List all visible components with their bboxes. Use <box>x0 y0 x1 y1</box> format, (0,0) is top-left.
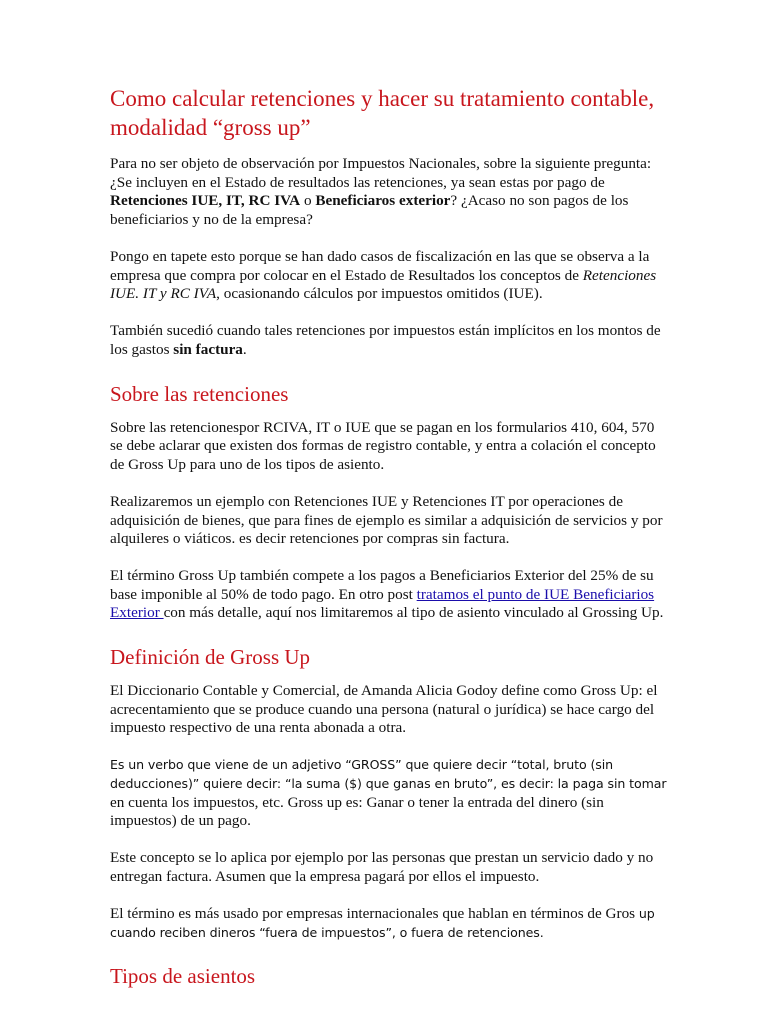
retenciones-paragraph-2: Realizaremos un ejemplo con Retenciones IUE y Retenciones IT por operaciones de adquisición de bienes, que para fines de ejemplo es similar a adquisición de servicios y por alquileres o viáticos. es decir retenciones por compras sin factura. <box>110 492 663 548</box>
definicion-p2-text-b: en cuenta los impuestos, etc. Gross up es: Ganar o tener la entrada del dinero (sin impuestos) de un pago. <box>110 793 604 830</box>
definicion-p2-text-a: Es un verbo que viene de un adjetivo “GROSS” que quiere decir “total, bruto (sin deducciones)” quiere decir: “la suma ($) que ganas en bruto”, es decir: la paga sin tomar <box>110 757 667 792</box>
intro-p1-text-c: o <box>300 192 316 210</box>
intro-p1-bold-retenciones: Retenciones IUE, IT, RC IVA <box>110 192 301 210</box>
definicion-p4-text-b: up cuando reciben dineros “fuera de impuestos”, o fuera de retenciones. <box>110 906 655 940</box>
intro-p3-text-c: . <box>242 340 247 358</box>
retenciones-p3-text-b: con más detalle, aquí nos limitaremos al tipo de asiento vinculado al Grossing Up. <box>163 604 664 622</box>
intro-p1-text-d: ? ¿Acaso no son pagos de los beneficiarios y no de la empresa? <box>110 192 629 228</box>
document-page <box>110 84 670 1001</box>
document-title: Como calcular retenciones y hacer su tratamiento contable, modalidad “gross up” <box>110 86 655 140</box>
retenciones-paragraph-3 <box>110 567 670 623</box>
intro-paragraph-1 <box>110 155 670 229</box>
heading-tipos-de-asientos: Tipos de asientos <box>110 964 256 989</box>
intro-p1-bold-beneficiaros: Beneficiaros exterior <box>315 192 451 210</box>
intro-paragraph-2 <box>110 248 670 304</box>
heading-definicion-gross-up: Definición de Gross Up <box>110 645 311 670</box>
intro-p2-text-a: Pongo en tapete esto porque se han dado casos de fiscalización en las que se observa a la empresa que compra por colocar en el Estado de Resultados los conceptos de <box>110 247 650 284</box>
intro-p1-text-a: Para no ser objeto de observación por Impuestos Nacionales, sobre la siguiente pregunta: ¿Se incluyen en el Estado de resultados las retenciones, ya sean estas por pago de <box>110 155 652 191</box>
definicion-paragraph-1: El Diccionario Contable y Comercial, de Amanda Alicia Godoy define como Gross Up: el acrecentamiento que se produce cuando una persona (natural o jurídica) se hace cargo del impuesto respectivo de una renta abonada a otra. <box>110 682 658 737</box>
definicion-paragraph-3: Este concepto se lo aplica por ejemplo por las personas que prestan un servicio dado y no entregan factura. Asumen que la empresa pagará por ellos el impuesto. <box>110 849 654 885</box>
definicion-paragraph-2 <box>110 756 670 830</box>
definicion-p4-text-a: El término es más usado por empresas internacionales que hablan en términos de Gros <box>110 905 639 923</box>
definicion-paragraph-4 <box>110 905 670 942</box>
link-iue-beneficiarios-exterior[interactable]: tratamos el punto de IUE Beneficiarios Exterior <box>110 585 655 622</box>
retenciones-paragraph-1: Sobre las retencionespor RCIVA, IT o IUE que se pagan en los formularios 410, 604, 570 se debe aclarar que existen dos formas de registro contable, y entra a colación el concepto de Gross Up para uno de los tipos de asiento. <box>110 418 656 473</box>
heading-sobre-retenciones: Sobre las retenciones <box>110 381 289 406</box>
intro-p3-bold: sin factura <box>173 340 243 358</box>
intro-p2-italic: Retenciones IUE. IT y RC IVA <box>110 266 657 303</box>
intro-p2-text-b: , ocasionando cálculos por impuestos omitidos (IUE). <box>216 285 543 303</box>
retenciones-p3-text-a: El término Gross Up también compete a los pagos a Beneficiarios Exterior del 25% de su base imponible al 50% de todo pago. En otro post <box>110 567 654 603</box>
intro-paragraph-3 <box>110 322 670 359</box>
intro-p3-text-a: También sucedió cuando tales retenciones por impuestos están implícitos en los montos de los gastos <box>110 322 661 358</box>
